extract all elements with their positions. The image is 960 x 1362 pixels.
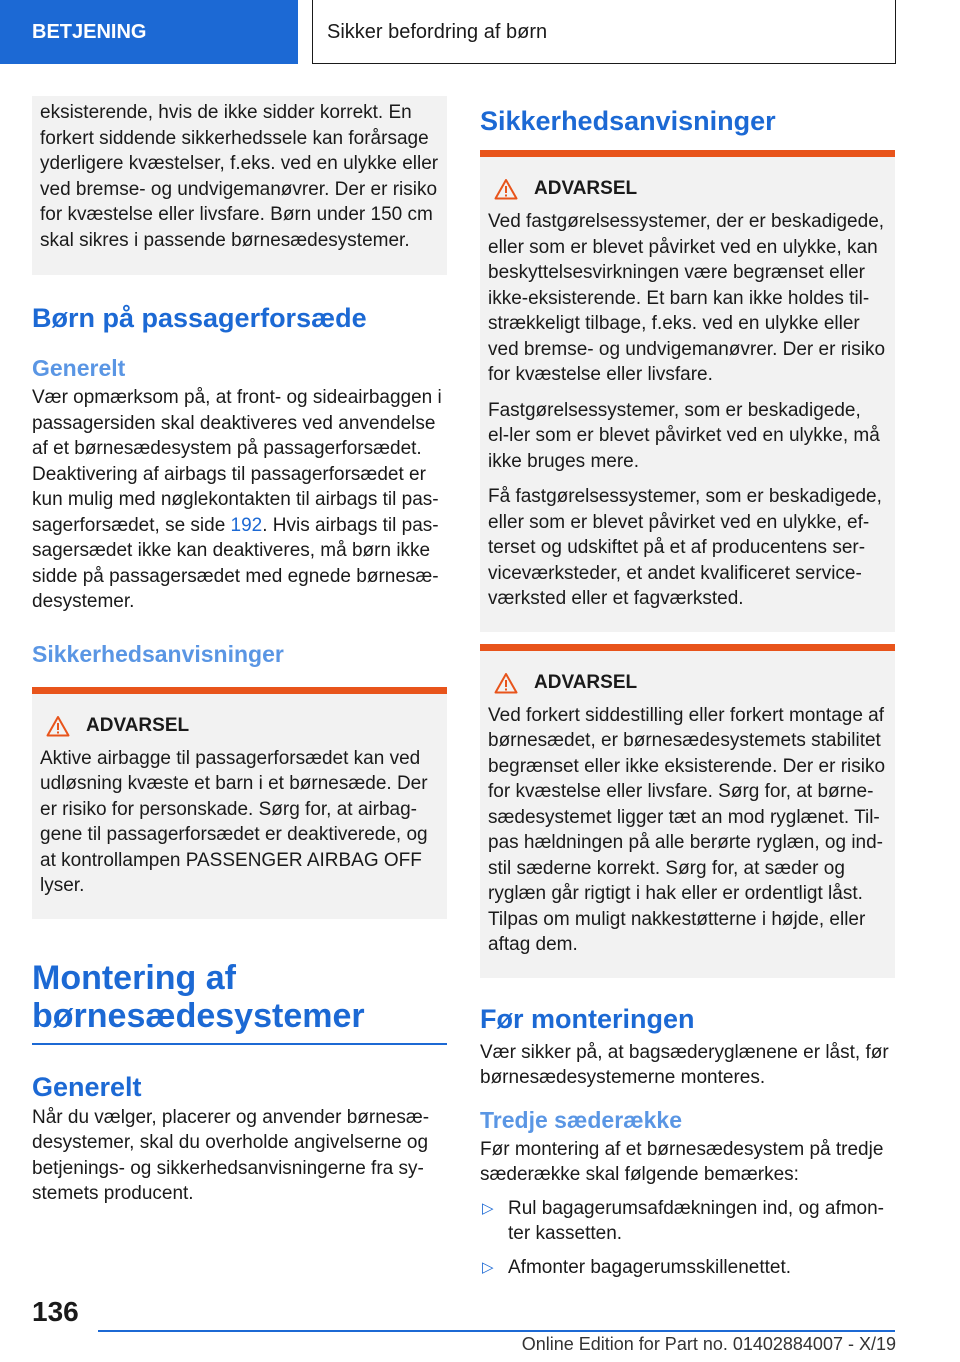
- third-row-text: Før montering af et børnesædesystem på tredje sæderække skal følgende bemærkes:: [480, 1138, 884, 1185]
- heading-general-2: Generelt: [32, 1071, 142, 1102]
- list-item-text: Afmonter bagagerumsskillenettet.: [508, 1256, 792, 1278]
- footer-divider: [98, 1330, 895, 1332]
- intro-note-box: [32, 96, 447, 275]
- list-item-text: Rul bagagerumsafdækningen ind, og afmon-ter kassetten.: [508, 1197, 885, 1244]
- general-1-text: [32, 385, 447, 615]
- heading-passenger-seat: Børn på passagerforsæde: [32, 303, 367, 333]
- warning-header: [40, 712, 439, 740]
- general-1-text-b: . Hvis airbags til pas-sagersædet ikke kan deaktiveres, må børn ikke sidde på passagersædet med egnede børnesæ-desystemer.: [32, 514, 439, 612]
- warning-label: ADVARSEL: [86, 714, 190, 736]
- general-1-text-a: Vær opmærksom på, at front- og sideairbaggen i passagersiden skal deaktiveres ved anvendelse af et børnesædesystem på passagerforsædet. Deaktivering af airbags til passagerforsædet er kun mulig med nøglekontakten til airbags til pas-sagerforsædet, se side: [32, 387, 442, 536]
- general-2-text: Når du vælger, placerer og anvender børnesæ-desystemer, skal du overholde angivelserne og betjenings- og sikkerhedsanvisningerne fra sy-stemets producent.: [32, 1106, 430, 1204]
- list-item: [480, 1255, 895, 1281]
- warning-1-para-2: Fastgørelsessystemer, som er beskadigede, el-ler som er blevet påvirket ved en ulykke, må ikke bruges mere.: [488, 399, 880, 472]
- warning-box-seat-position: [480, 644, 895, 978]
- heading-before-mounting: Før monteringen: [480, 1003, 695, 1034]
- warning-box-fastening: [480, 150, 895, 632]
- chapter-tab: BETJENING: [0, 0, 298, 64]
- triangle-bullet-icon: ▷: [482, 1199, 494, 1217]
- right-column: [480, 104, 895, 1280]
- warning-2-text: Ved forkert siddestilling eller forkert montage af børnesædet, er børnesædesystemets stabilitet begrænset eller ikke eksisterende. Der er risiko for kvæstelse eller livsfare. Sørg for, at børne-sædesystemet ligger tæt an mod ryglænet. Til-pas hældningen på alle berørte ryglæn, og ind-stil sæderne korrekt. Sørg for, at sæder og ryglæn går rigtigt i hak eller er ordentligt låst. Tilpas om muligt nakkestøtterne i højde, eller aftag dem.: [488, 704, 886, 955]
- warning-1-para-3: Få fastgørelsessystemer, som er beskadigede, eller som er blevet påvirket ved en ulykke, ef-terset og udskiftet på et af producentens ser-viceværksteder, et andet kvalificeret service-værksted eller et fagværksted.: [488, 486, 882, 609]
- warning-triangle-icon: [494, 178, 518, 200]
- footer-edition: Online Edition for Part no. 01402884007 - X/19: [521, 1334, 896, 1354]
- triangle-bullet-icon: ▷: [482, 1258, 494, 1276]
- warning-label: ADVARSEL: [534, 178, 638, 199]
- heading-safety-right: Sikkerhedsanvisninger: [480, 106, 776, 136]
- page-link-192[interactable]: 192: [230, 514, 263, 536]
- warning-header: [488, 669, 887, 697]
- warning-triangle-icon: [494, 672, 518, 694]
- heading-mounting: Montering af børnesædesystemer: [32, 959, 447, 1045]
- heading-third-row: Tredje sæderække: [480, 1106, 683, 1133]
- warning-text: Aktive airbagge til passagerforsædet kan ved udløsning kvæste et barn i et børnesæde. Der er risiko for personskade. Sørg for, at airbag-gene til passagerforsædet er deaktiverede, og at kontrollampen PASSENGER AIRBAG OFF lyser.: [40, 747, 428, 896]
- warning-1-para-1: Ved fastgørelsessystemer, der er beskadigede, eller som er blevet påvirket ved en ulykke, kan beskyttelsesvirkningen være begrænset eller ikke-eksisterende. Et barn kan ikke holdes til-strækkeligt tilbage, f.eks. ved en ulykke eller ved bremse- og undvigemanøvrer. Der er risiko for kvæstelse eller livsfare.: [488, 211, 886, 385]
- third-row-steps: [480, 1196, 895, 1281]
- left-column: [32, 96, 447, 1207]
- before-mounting-text: Vær sikker på, at bagsæderyglænene er låst, før børnesædesystemerne monteres.: [480, 1041, 889, 1088]
- warning-box-airbag: [32, 687, 447, 919]
- heading-safety-left: Sikkerhedsanvisninger: [32, 640, 284, 667]
- warning-label: ADVARSEL: [534, 671, 638, 693]
- intro-note-text: eksisterende, hvis de ikke sidder korrekt. En forkert siddende sikkerhedssele kan forårsage yderligere kvæstelser, f.eks. ved en ulykke eller ved bremse- og undvigemanøvrer. Der er risiko for kvæstelse eller livsfare. Børn under 150 cm skal sikres i passende børnesædesystemer.: [40, 102, 439, 251]
- section-title: Sikker befordring af børn: [312, 0, 896, 64]
- warning-header: [488, 175, 887, 203]
- list-item: [480, 1196, 895, 1247]
- warning-triangle-icon: [46, 715, 70, 737]
- heading-general-1: Generelt: [32, 355, 126, 381]
- page-number: 136: [32, 1296, 79, 1327]
